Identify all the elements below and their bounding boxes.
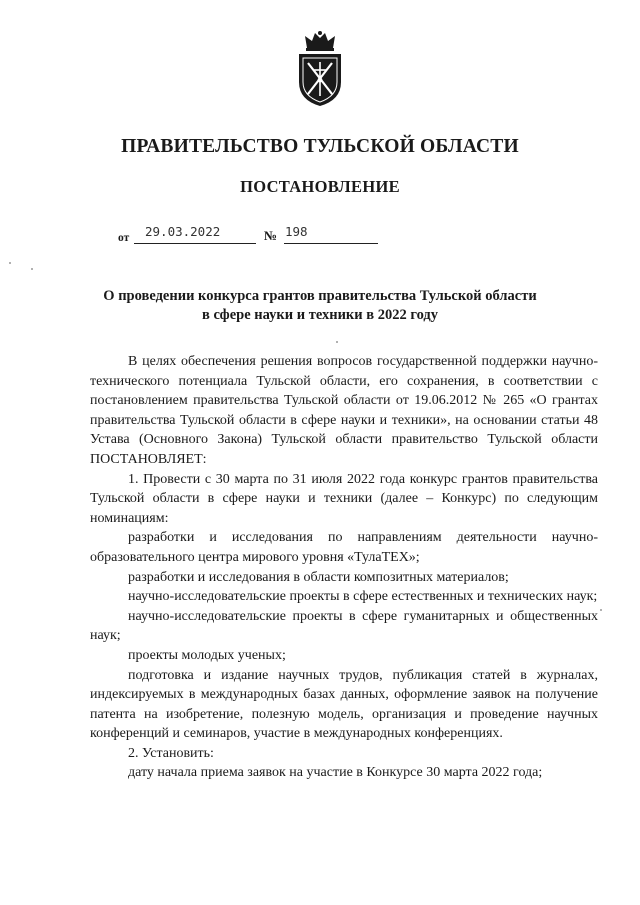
nomination-item: подготовка и издание научных трудов, публикация статей в журналах, индексируемых в международных базах данных, оформление заявок на получение патента на изобретение, полезную модель, организация и проведение научных конференций и семинаров, участие в международных конференциях. bbox=[90, 667, 598, 742]
document-date: 29.03.2022 bbox=[145, 224, 221, 239]
document-meta bbox=[118, 224, 388, 246]
nomination-item: разработки и исследования по направлениям деятельности научно-образовательного центра мирового уровня «ТулаТЕХ»; bbox=[90, 530, 598, 565]
tula-coat-of-arms-icon bbox=[291, 30, 349, 108]
clause-2-item: дату начала приема заявок на участие в Конкурсе 30 марта 2022 года; bbox=[128, 765, 543, 781]
nomination-item: научно-исследовательские проекты в сфере гуманитарных и общественных наук; bbox=[90, 608, 598, 644]
scan-speck bbox=[9, 262, 11, 264]
document-body bbox=[90, 352, 598, 783]
government-title: ПРАВИТЕЛЬСТВО ТУЛЬСКОЙ ОБЛАСТИ bbox=[121, 136, 519, 157]
number-label: № bbox=[264, 228, 278, 243]
number-line bbox=[284, 243, 378, 244]
scan-speck bbox=[31, 268, 33, 270]
intro-paragraph: В целях обеспечения решения вопросов государственной поддержки научно-технического потенциала Тульской области, его сохранения, в соответствии с постановлением правительства Тульской области от 19.06.2012 № 265 «О грантах правительства Тульской области в сфере науки и техники», на основании статьи 48 Устава (Основного Закона) Тульской области правительство Тульской области ПОСТАНОВЛЯЕТ: bbox=[90, 354, 598, 467]
subject-line-2: в сфере науки и техники в 2022 году bbox=[201, 307, 438, 323]
date-line bbox=[134, 243, 256, 244]
clause-2: 2. Установить: bbox=[128, 745, 214, 761]
scan-speck bbox=[600, 609, 602, 611]
document-type: ПОСТАНОВЛЕНИЕ bbox=[240, 177, 400, 196]
clause-1: 1. Провести с 30 марта по 31 июля 2022 года конкурс грантов правительства Тульской области в сфере науки и техники (далее – Конкурс) по следующим номинациям: bbox=[90, 471, 598, 526]
nomination-item: разработки и исследования в области композитных материалов; bbox=[128, 569, 509, 585]
nomination-item: научно-исследовательские проекты в сфере естественных и технических наук; bbox=[128, 589, 598, 605]
document-number: 198 bbox=[285, 224, 308, 239]
subject-line-1: О проведении конкурса грантов правительства Тульской области bbox=[103, 288, 537, 304]
nomination-item: проекты молодых ученых; bbox=[128, 647, 286, 663]
document-subject bbox=[60, 287, 580, 325]
scan-speck bbox=[336, 341, 338, 343]
date-label: от bbox=[118, 232, 130, 244]
